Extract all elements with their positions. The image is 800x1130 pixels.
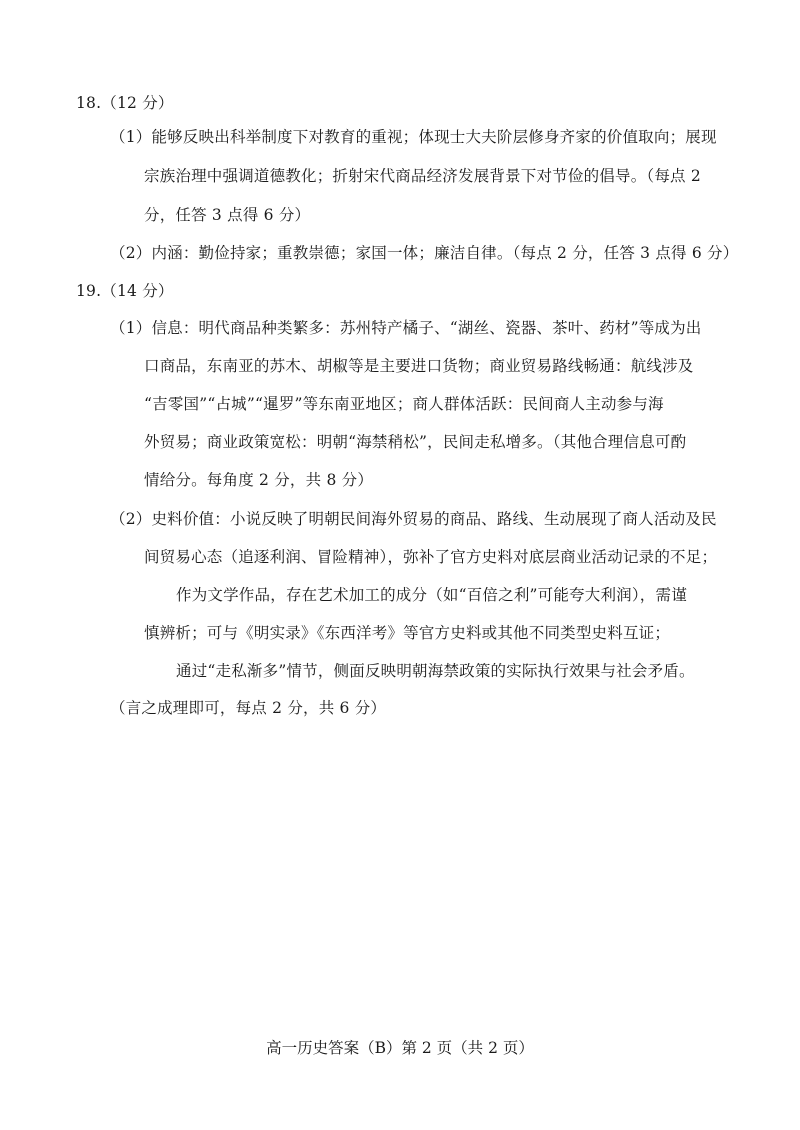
q19-part1-line3: “吉零国”“占城”“暹罗”等东南亚地区；商人群体活跃：民间商人主动参与海	[144, 395, 664, 413]
q19-part1-line4: 外贸易；商业政策宽松：明朝“海禁稍松”，民间走私增多。（其他合理信息可酌	[144, 433, 687, 451]
q19-part2-line4: 慎辨析；可与《明实录》《东西洋考》等官方史料或其他不同类型史料互证；	[144, 624, 671, 642]
q19-part2-line5: 通过“走私渐多”情节，侧面反映明朝海禁政策的实际执行效果与社会矛盾。	[176, 662, 695, 680]
q19-header: 19.（14 分）	[76, 282, 174, 300]
q19-part2-line6: （言之成理即可，每点 2 分，共 6 分）	[110, 699, 387, 717]
q19-part1-line2: 口商品，东南亚的苏木、胡椒等是主要进口货物；商业贸易路线畅通：航线涉及	[144, 357, 694, 375]
q18-header: 18.（12 分）	[76, 94, 174, 112]
q18-part1-line2: 宗族治理中强调道德教化；折射宋代商品经济发展背景下对节俭的倡导。（每点 2	[144, 167, 701, 185]
q19-part1-line5: 情给分。每角度 2 分，共 8 分）	[144, 471, 374, 489]
page-footer: 高一历史答案（B）第 2 页（共 2 页）	[266, 1039, 534, 1057]
q19-part2-line3: 作为文学作品，存在艺术加工的成分（如“百倍之利”可能夸大利润），需谨	[176, 586, 687, 604]
q19-part2-line2: 间贸易心态（追逐利润、冒险精神），弥补了官方史料对底层商业活动记录的不足；	[144, 548, 718, 566]
q18-part1-line3: 分，任答 3 点得 6 分）	[144, 206, 311, 224]
q19-part1-line1: （1）信息：明代商品种类繁多：苏州特产橘子、“湖丝、瓷器、茶叶、药材”等成为出	[110, 319, 702, 337]
q18-part2-line1: （2）内涵：勤俭持家；重教崇德；家国一体；廉洁自律。（每点 2 分，任答 3 点得 6 分）	[110, 244, 739, 262]
q19-part2-line1: （2）史料价值：小说反映了明朝民间海外贸易的商品、路线、生动展现了商人活动及民	[110, 510, 717, 528]
q18-part1-line1: （1）能够反映出科举制度下对教育的重视；体现士大夫阶层修身齐家的价值取向；展现	[110, 128, 717, 146]
